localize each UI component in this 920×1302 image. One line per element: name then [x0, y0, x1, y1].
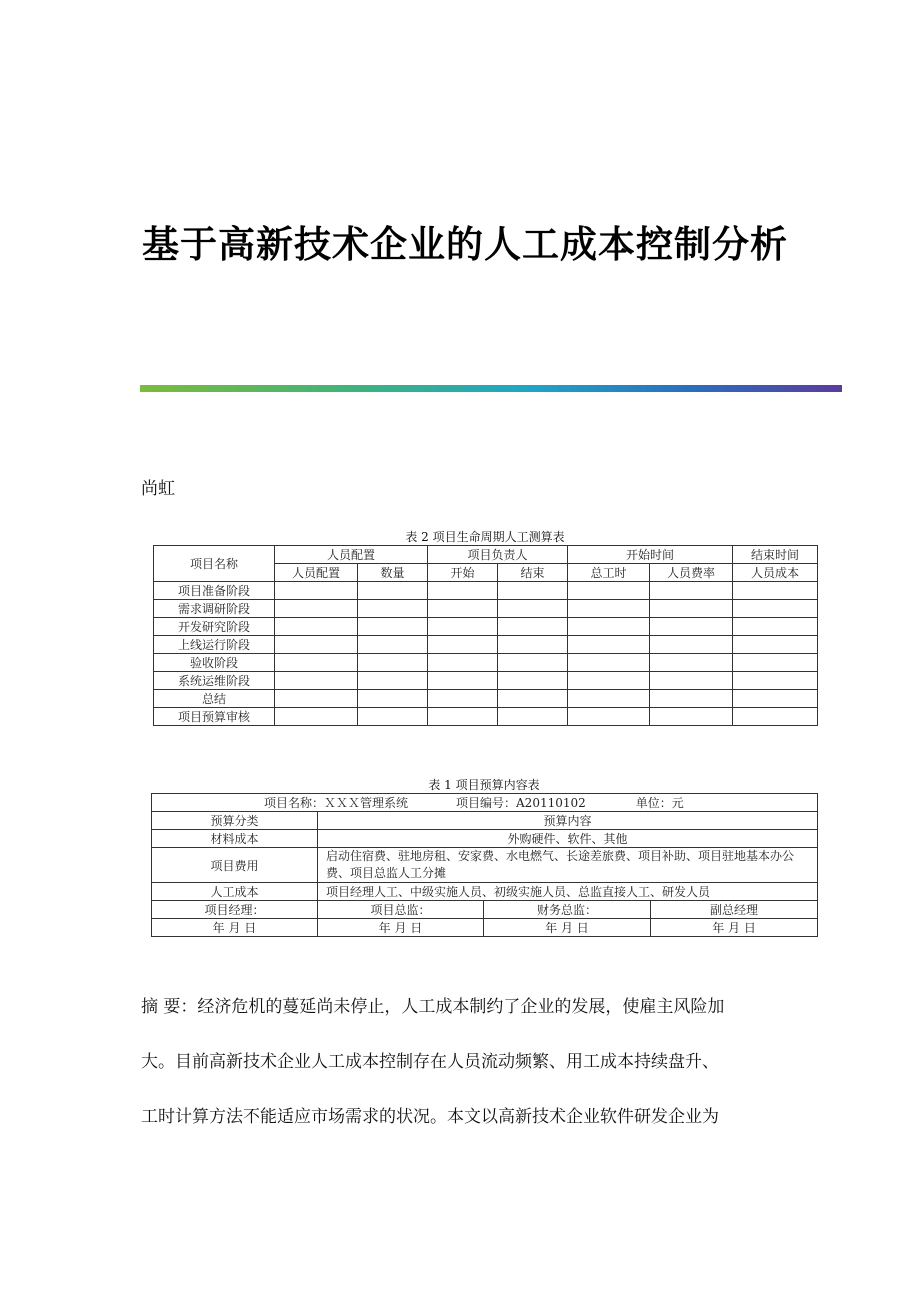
lifecycle-labor-table — [153, 545, 818, 726]
date-field: 年 月 日 — [484, 919, 651, 937]
header-budget-category: 预算分类 — [152, 812, 318, 830]
project-number-info: 项目编号：A20110102 — [456, 796, 586, 810]
header-budget-content: 预算内容 — [318, 812, 818, 830]
budget-content-table — [151, 793, 818, 937]
table-row — [154, 708, 818, 726]
table-row — [152, 919, 818, 937]
date-field: 年 月 日 — [152, 919, 318, 937]
table-row — [154, 654, 818, 672]
signer-label: 财务总监： — [484, 901, 651, 919]
table1-caption: 表 1 项目预算内容表 — [428, 778, 540, 792]
table2-caption: 表 2 项目生命周期人工测算表 — [405, 530, 565, 544]
table1-info-row — [152, 794, 818, 812]
date-field: 年 月 日 — [651, 919, 818, 937]
header-project-lead: 项目负责人 — [428, 546, 568, 564]
table-row — [154, 582, 818, 600]
subheader: 人员配置 — [275, 564, 358, 582]
signer-label: 项目总监： — [318, 901, 484, 919]
abstract-paragraph — [141, 980, 781, 1145]
budget-category: 人工成本 — [152, 883, 318, 901]
project-name-info: 项目名称：ＸＸＸ管理系统 — [264, 796, 409, 810]
title-divider — [140, 385, 842, 392]
table-row — [152, 848, 818, 883]
abstract-line: 摘 要：经济危机的蔓延尚未停止，人工成本制约了企业的发展，使雇主风险加 — [141, 997, 725, 1017]
table-row — [154, 636, 818, 654]
subheader: 开始 — [428, 564, 498, 582]
table-row — [152, 901, 818, 919]
subheader: 结束 — [498, 564, 568, 582]
budget-content: 外购硬件、软件、其他 — [318, 830, 818, 848]
subheader: 总工时 — [568, 564, 650, 582]
currency-unit-info: 单位：元 — [635, 796, 684, 810]
header-staffing: 人员配置 — [275, 546, 428, 564]
table-row — [154, 690, 818, 708]
budget-content: 项目经理人工、中级实施人员、初级实施人员、总监直接人工、研发人员 — [318, 883, 818, 901]
stage-label: 需求调研阶段 — [154, 600, 275, 618]
signer-label: 项目经理： — [152, 901, 318, 919]
stage-label: 项目准备阶段 — [154, 582, 275, 600]
stage-label: 项目预算审核 — [154, 708, 275, 726]
abstract-line: 大。目前高新技术企业人工成本控制存在人员流动频繁、用工成本持续盘升、 — [141, 1052, 719, 1072]
subheader: 人员成本 — [733, 564, 818, 582]
budget-category: 项目费用 — [152, 848, 318, 883]
budget-category: 材料成本 — [152, 830, 318, 848]
table-row — [152, 830, 818, 848]
header-project-name: 项目名称 — [154, 546, 275, 582]
abstract-line: 工时计算方法不能适应市场需求的状况。本文以高新技术企业软件研发企业为 — [141, 1107, 719, 1127]
header-end-time: 结束时间 — [733, 546, 818, 564]
signer-label: 副总经理 — [651, 901, 818, 919]
stage-label: 开发研究阶段 — [154, 618, 275, 636]
document-title: 基于高新技术企业的人工成本控制分析 — [142, 223, 788, 266]
table-row — [154, 618, 818, 636]
subheader: 数量 — [358, 564, 428, 582]
author-name: 尚虹 — [141, 479, 175, 499]
stage-label: 系统运维阶段 — [154, 672, 275, 690]
budget-content: 启动住宿费、驻地房租、安家费、水电燃气、长途差旅费、项目补助、项目驻地基本办公费、项目总监人工分摊 — [318, 848, 818, 883]
subheader: 人员费率 — [650, 564, 733, 582]
stage-label: 总结 — [154, 690, 275, 708]
stage-label: 验收阶段 — [154, 654, 275, 672]
stage-label: 上线运行阶段 — [154, 636, 275, 654]
header-start-time: 开始时间 — [568, 546, 733, 564]
table-row — [154, 672, 818, 690]
table-row — [152, 883, 818, 901]
table-row — [154, 600, 818, 618]
date-field: 年 月 日 — [318, 919, 484, 937]
